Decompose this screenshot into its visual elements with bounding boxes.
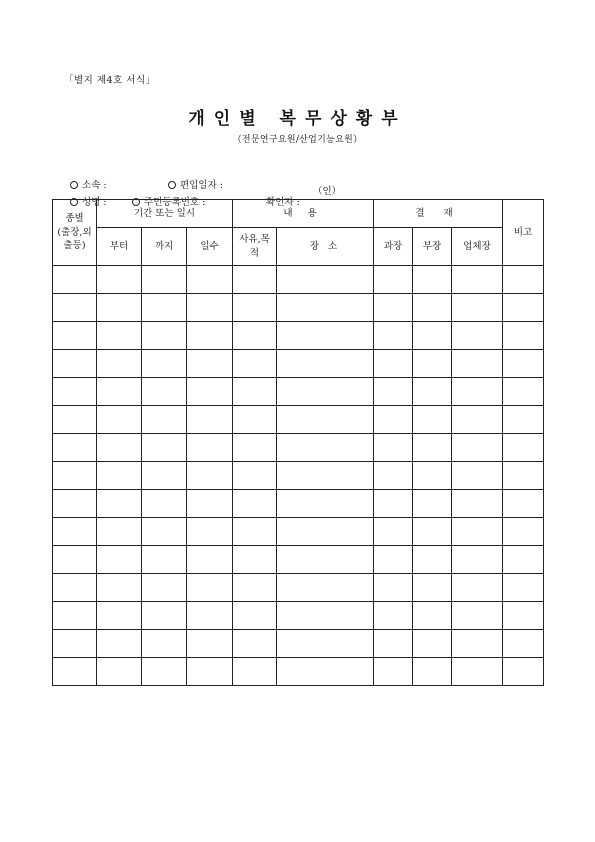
table-cell[interactable]	[97, 322, 142, 350]
days-header: 일수	[187, 228, 233, 266]
table-cell[interactable]	[187, 546, 233, 574]
section-chief-header: 과장	[374, 228, 413, 266]
table-cell[interactable]	[503, 406, 544, 434]
table-cell[interactable]	[53, 434, 97, 462]
table-cell[interactable]	[374, 574, 413, 602]
table-row	[53, 378, 544, 406]
table-cell[interactable]	[374, 658, 413, 686]
table-cell[interactable]	[53, 322, 97, 350]
table-cell[interactable]	[452, 434, 503, 462]
name-label: 성명 :	[82, 197, 107, 208]
table-cell[interactable]	[413, 630, 452, 658]
table-cell[interactable]	[142, 322, 187, 350]
table-row	[53, 658, 544, 686]
table-cell[interactable]	[277, 434, 374, 462]
table-row	[53, 490, 544, 518]
form-number-label: 「별지 제4호 서식」	[64, 75, 156, 86]
table-cell[interactable]	[97, 378, 142, 406]
table-cell[interactable]	[142, 378, 187, 406]
table-row	[53, 350, 544, 378]
table-cell[interactable]	[277, 574, 374, 602]
table-cell[interactable]	[97, 630, 142, 658]
table-cell[interactable]	[142, 490, 187, 518]
table-cell[interactable]	[374, 406, 413, 434]
table-row	[53, 546, 544, 574]
table-cell[interactable]	[187, 574, 233, 602]
table-row	[53, 518, 544, 546]
table-cell[interactable]	[233, 378, 277, 406]
remarks-header: 비고	[503, 200, 544, 266]
table-cell[interactable]	[452, 406, 503, 434]
affiliation-label: 소속 :	[82, 180, 107, 191]
table-row	[53, 294, 544, 322]
company-head-header: 업체장	[452, 228, 503, 266]
table-cell[interactable]	[452, 518, 503, 546]
table-cell[interactable]	[53, 602, 97, 630]
content-header: 내 용	[233, 200, 374, 228]
table-cell[interactable]	[452, 294, 503, 322]
table-cell[interactable]	[374, 266, 413, 294]
table-cell[interactable]	[413, 406, 452, 434]
table-cell[interactable]	[53, 546, 97, 574]
table-cell[interactable]	[53, 574, 97, 602]
table-cell[interactable]	[452, 378, 503, 406]
table-cell[interactable]	[187, 266, 233, 294]
table-row	[53, 322, 544, 350]
table-cell[interactable]	[452, 574, 503, 602]
table-cell[interactable]	[187, 350, 233, 378]
table-cell[interactable]	[97, 434, 142, 462]
table-cell[interactable]	[413, 266, 452, 294]
table-cell[interactable]	[277, 322, 374, 350]
table-cell[interactable]	[187, 630, 233, 658]
table-cell[interactable]	[413, 518, 452, 546]
table-cell[interactable]	[277, 294, 374, 322]
table-cell[interactable]	[452, 658, 503, 686]
table-row	[53, 462, 544, 490]
table-row	[53, 434, 544, 462]
table-cell[interactable]	[503, 602, 544, 630]
table-cell[interactable]	[233, 574, 277, 602]
table-row	[53, 266, 544, 294]
table-cell[interactable]	[503, 574, 544, 602]
table-cell[interactable]	[53, 630, 97, 658]
table-cell[interactable]	[503, 266, 544, 294]
table-cell[interactable]	[233, 630, 277, 658]
table-cell[interactable]	[142, 266, 187, 294]
table-cell[interactable]	[142, 518, 187, 546]
table-cell[interactable]	[503, 546, 544, 574]
table-cell[interactable]	[233, 462, 277, 490]
table-cell[interactable]	[413, 574, 452, 602]
seal-mark: （인）	[313, 186, 342, 197]
table-cell[interactable]	[413, 378, 452, 406]
table-cell[interactable]	[53, 378, 97, 406]
table-row	[53, 602, 544, 630]
table-cell[interactable]	[374, 602, 413, 630]
table-cell[interactable]	[187, 406, 233, 434]
type-header: 종별 (출장,외 출등)	[53, 200, 97, 266]
table-cell[interactable]	[452, 350, 503, 378]
from-header: 부터	[97, 228, 142, 266]
table-cell[interactable]	[97, 546, 142, 574]
table-cell[interactable]	[233, 602, 277, 630]
table-cell[interactable]	[187, 322, 233, 350]
table-cell[interactable]	[142, 406, 187, 434]
table-cell[interactable]	[374, 518, 413, 546]
table-cell[interactable]	[277, 546, 374, 574]
table-cell[interactable]	[233, 322, 277, 350]
table-cell[interactable]	[277, 406, 374, 434]
table-cell[interactable]	[53, 350, 97, 378]
table-cell[interactable]	[97, 574, 142, 602]
table-cell[interactable]	[452, 322, 503, 350]
table-cell[interactable]	[503, 462, 544, 490]
table-cell[interactable]	[142, 602, 187, 630]
table-cell[interactable]	[413, 490, 452, 518]
table-cell[interactable]	[374, 350, 413, 378]
table-cell[interactable]	[277, 602, 374, 630]
table-cell[interactable]	[142, 546, 187, 574]
table-cell[interactable]	[233, 658, 277, 686]
table-cell[interactable]	[413, 350, 452, 378]
table-cell[interactable]	[277, 658, 374, 686]
table-cell[interactable]	[503, 378, 544, 406]
table-row	[53, 574, 544, 602]
table-cell[interactable]	[503, 518, 544, 546]
table-cell[interactable]	[187, 658, 233, 686]
table-cell[interactable]	[413, 658, 452, 686]
table-cell[interactable]	[97, 462, 142, 490]
page-subtitle: （전문연구요원/산업기능요원）	[232, 135, 363, 145]
table-cell[interactable]	[233, 350, 277, 378]
table-cell[interactable]	[503, 350, 544, 378]
table-cell[interactable]	[53, 658, 97, 686]
table-cell[interactable]	[503, 630, 544, 658]
reason-header: 사유,목 적	[233, 228, 277, 266]
table-cell[interactable]	[142, 574, 187, 602]
table-cell[interactable]	[53, 518, 97, 546]
table-cell[interactable]	[503, 490, 544, 518]
table-row	[53, 630, 544, 658]
table-cell[interactable]	[97, 518, 142, 546]
department-head-header: 부장	[413, 228, 452, 266]
service-record-table	[52, 199, 544, 686]
table-cell[interactable]	[53, 294, 97, 322]
table-cell[interactable]	[233, 294, 277, 322]
table-cell[interactable]	[374, 630, 413, 658]
table-cell[interactable]	[142, 350, 187, 378]
table-cell[interactable]	[53, 266, 97, 294]
table-cell[interactable]	[374, 546, 413, 574]
table-cell[interactable]	[53, 490, 97, 518]
table-cell[interactable]	[374, 294, 413, 322]
table-cell[interactable]	[233, 546, 277, 574]
table-cell[interactable]	[413, 434, 452, 462]
table-cell[interactable]	[452, 546, 503, 574]
table-cell[interactable]	[452, 490, 503, 518]
page-title: 개인별 복무상황부	[188, 109, 407, 129]
table-cell[interactable]	[277, 490, 374, 518]
table-cell[interactable]	[97, 658, 142, 686]
table-cell[interactable]	[413, 602, 452, 630]
table-cell[interactable]	[233, 266, 277, 294]
table-cell[interactable]	[187, 434, 233, 462]
table-cell[interactable]	[413, 462, 452, 490]
table-cell[interactable]	[97, 350, 142, 378]
table-cell[interactable]	[187, 378, 233, 406]
table-cell[interactable]	[374, 490, 413, 518]
table-cell[interactable]	[97, 266, 142, 294]
table-cell[interactable]	[97, 602, 142, 630]
table-cell[interactable]	[277, 350, 374, 378]
table-cell[interactable]	[374, 322, 413, 350]
approval-header: 결 재	[374, 200, 503, 228]
table-cell[interactable]	[142, 658, 187, 686]
table-cell[interactable]	[374, 434, 413, 462]
table-cell[interactable]	[503, 658, 544, 686]
table-cell[interactable]	[53, 406, 97, 434]
table-cell[interactable]	[233, 434, 277, 462]
table-cell[interactable]	[413, 322, 452, 350]
table-cell[interactable]	[142, 630, 187, 658]
table-cell[interactable]	[452, 266, 503, 294]
enlistment-date-label: 편입일자 :	[180, 180, 223, 191]
table-cell[interactable]	[187, 294, 233, 322]
table-cell[interactable]	[413, 294, 452, 322]
table-cell[interactable]	[277, 266, 374, 294]
confirmer-label: 확인자 :	[266, 197, 300, 208]
table-cell[interactable]	[97, 406, 142, 434]
table-cell[interactable]	[233, 490, 277, 518]
table-cell[interactable]	[233, 518, 277, 546]
table-cell[interactable]	[503, 322, 544, 350]
table-cell[interactable]	[277, 462, 374, 490]
table-cell[interactable]	[97, 294, 142, 322]
table-cell[interactable]	[97, 490, 142, 518]
table-row	[53, 406, 544, 434]
table-cell[interactable]	[452, 602, 503, 630]
until-header: 까지	[142, 228, 187, 266]
table-cell[interactable]	[187, 462, 233, 490]
table-cell[interactable]	[233, 406, 277, 434]
period-header: 기간 또는 일시	[97, 200, 233, 228]
resident-number-label: 주민등록번호 :	[144, 197, 206, 208]
table-cell[interactable]	[277, 518, 374, 546]
table-cell[interactable]	[452, 630, 503, 658]
table-cell[interactable]	[503, 294, 544, 322]
table-cell[interactable]	[503, 434, 544, 462]
table-cell[interactable]	[452, 462, 503, 490]
table-cell[interactable]	[277, 378, 374, 406]
table-cell[interactable]	[142, 434, 187, 462]
place-header: 장 소	[277, 228, 374, 266]
table-cell[interactable]	[142, 294, 187, 322]
table-cell[interactable]	[187, 518, 233, 546]
table-cell[interactable]	[374, 462, 413, 490]
table-cell[interactable]	[187, 490, 233, 518]
table-cell[interactable]	[277, 630, 374, 658]
table-cell[interactable]	[53, 462, 97, 490]
table-cell[interactable]	[413, 546, 452, 574]
table-cell[interactable]	[142, 462, 187, 490]
table-cell[interactable]	[374, 378, 413, 406]
table-cell[interactable]	[187, 602, 233, 630]
